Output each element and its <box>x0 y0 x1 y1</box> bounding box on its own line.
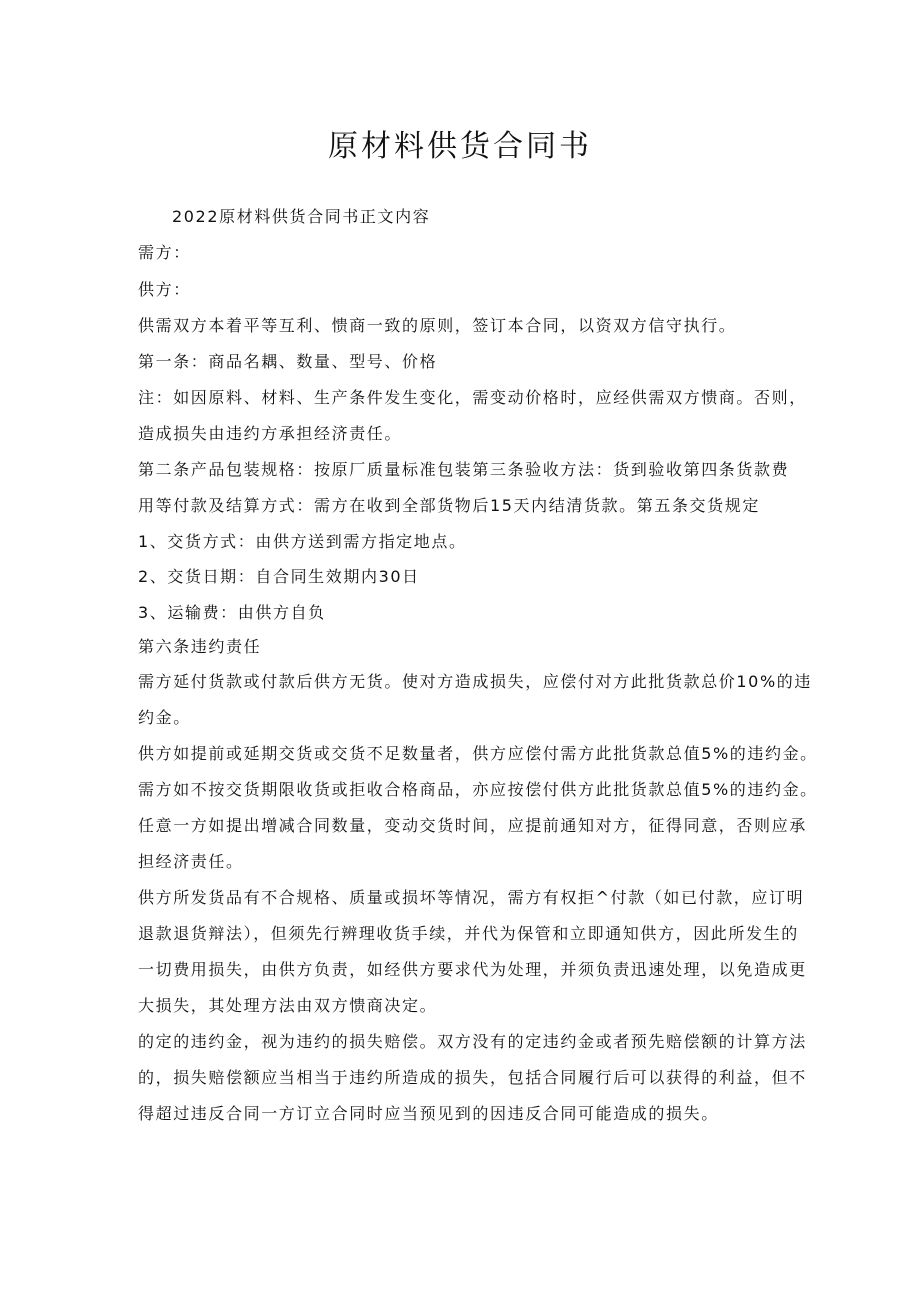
paragraph-line: 需方如不按交货期限收货或拒收合格商品，亦应按偿付供方此批货款总值5%的违约金。 <box>138 780 818 799</box>
paragraph-line: 供需双方本着平等互利、愦商一致的原则，签订本合同，以资双方信守执行。 <box>138 316 737 335</box>
paragraph-line: 第二条产品包装规格：按原厂质量标准包装第三条验收方法：货到验收第四条货款费 <box>138 460 790 479</box>
supplier-line: 供方： <box>138 280 191 299</box>
paragraph-line: 一切费用损失，由供方负责，如经供方要求代为处理，并须负责迅速处理，以免造成更 <box>138 960 807 979</box>
paragraph-line: 需方延付货款或付款后供方无货。使对方造成损失，应偿付对方此批货款总价10%的违 <box>138 672 812 691</box>
paragraph-line: 退款退货辩法），但须先行辨理收货手续，并代为保管和立即通知供方，因此所发生的 <box>138 924 799 943</box>
paragraph-line: 的定的违约金，视为违约的损失赔偿。双方没有的定违约金或者预先赔偿额的计算方法 <box>138 1032 807 1051</box>
paragraph-line: 造成损失由违约方承担经济责任。 <box>138 424 403 443</box>
article-1-heading: 第一条：商品名耦、数量、型号、价格 <box>138 352 438 371</box>
buyer-line: 需方： <box>138 243 191 262</box>
paragraph-line: 担经济责任。 <box>138 852 244 871</box>
paragraph-line: 供方如提前或延期交货或交货不足数量者，供方应偿付需方此批货款总值5%的违约金。 <box>138 744 818 763</box>
list-item: 1、交货方式：由供方送到需方指定地点。 <box>138 532 467 551</box>
list-item: 3、运输费：由供方自负 <box>138 603 326 622</box>
paragraph-line: 的，损失赔偿额应当相当于违约所造成的损失，包括合同履行后可以获得的利益，但不 <box>138 1068 807 1087</box>
paragraph-line: 约金。 <box>138 708 191 727</box>
document-title: 原材料供货合同书 <box>328 129 592 164</box>
list-item: 2、交货日期：自合同生效期内30日 <box>138 567 420 586</box>
paragraph-line: 得超过违反合同一方订立合同时应当预见到的因违反合同可能造成的损失。 <box>138 1104 719 1123</box>
paragraph-line: 用等付款及结算方式：需方在收到全部货物后15天内结清货款。第五条交货规定 <box>138 496 760 515</box>
paragraph-line: 任意一方如提出增减合同数量，变动交货时间，应提前通知对方，征得同意，否则应承 <box>138 816 807 835</box>
subtitle-line: 2022原材料供货合同书正文内容 <box>172 207 431 226</box>
paragraph-line: 供方所发货品有不合规格、质量或损坏等情况，需方有权拒^付款（如已付款，应订明 <box>138 888 805 907</box>
article-6-heading: 第六条违约责任 <box>138 637 262 656</box>
paragraph-line: 大损失，其处理方法由双方愦商决定。 <box>138 996 438 1015</box>
paragraph-line: 注：如因原料、材料、生产条件发生变化，需变动价格时，应经供需双方愦商。否则， <box>138 388 807 407</box>
